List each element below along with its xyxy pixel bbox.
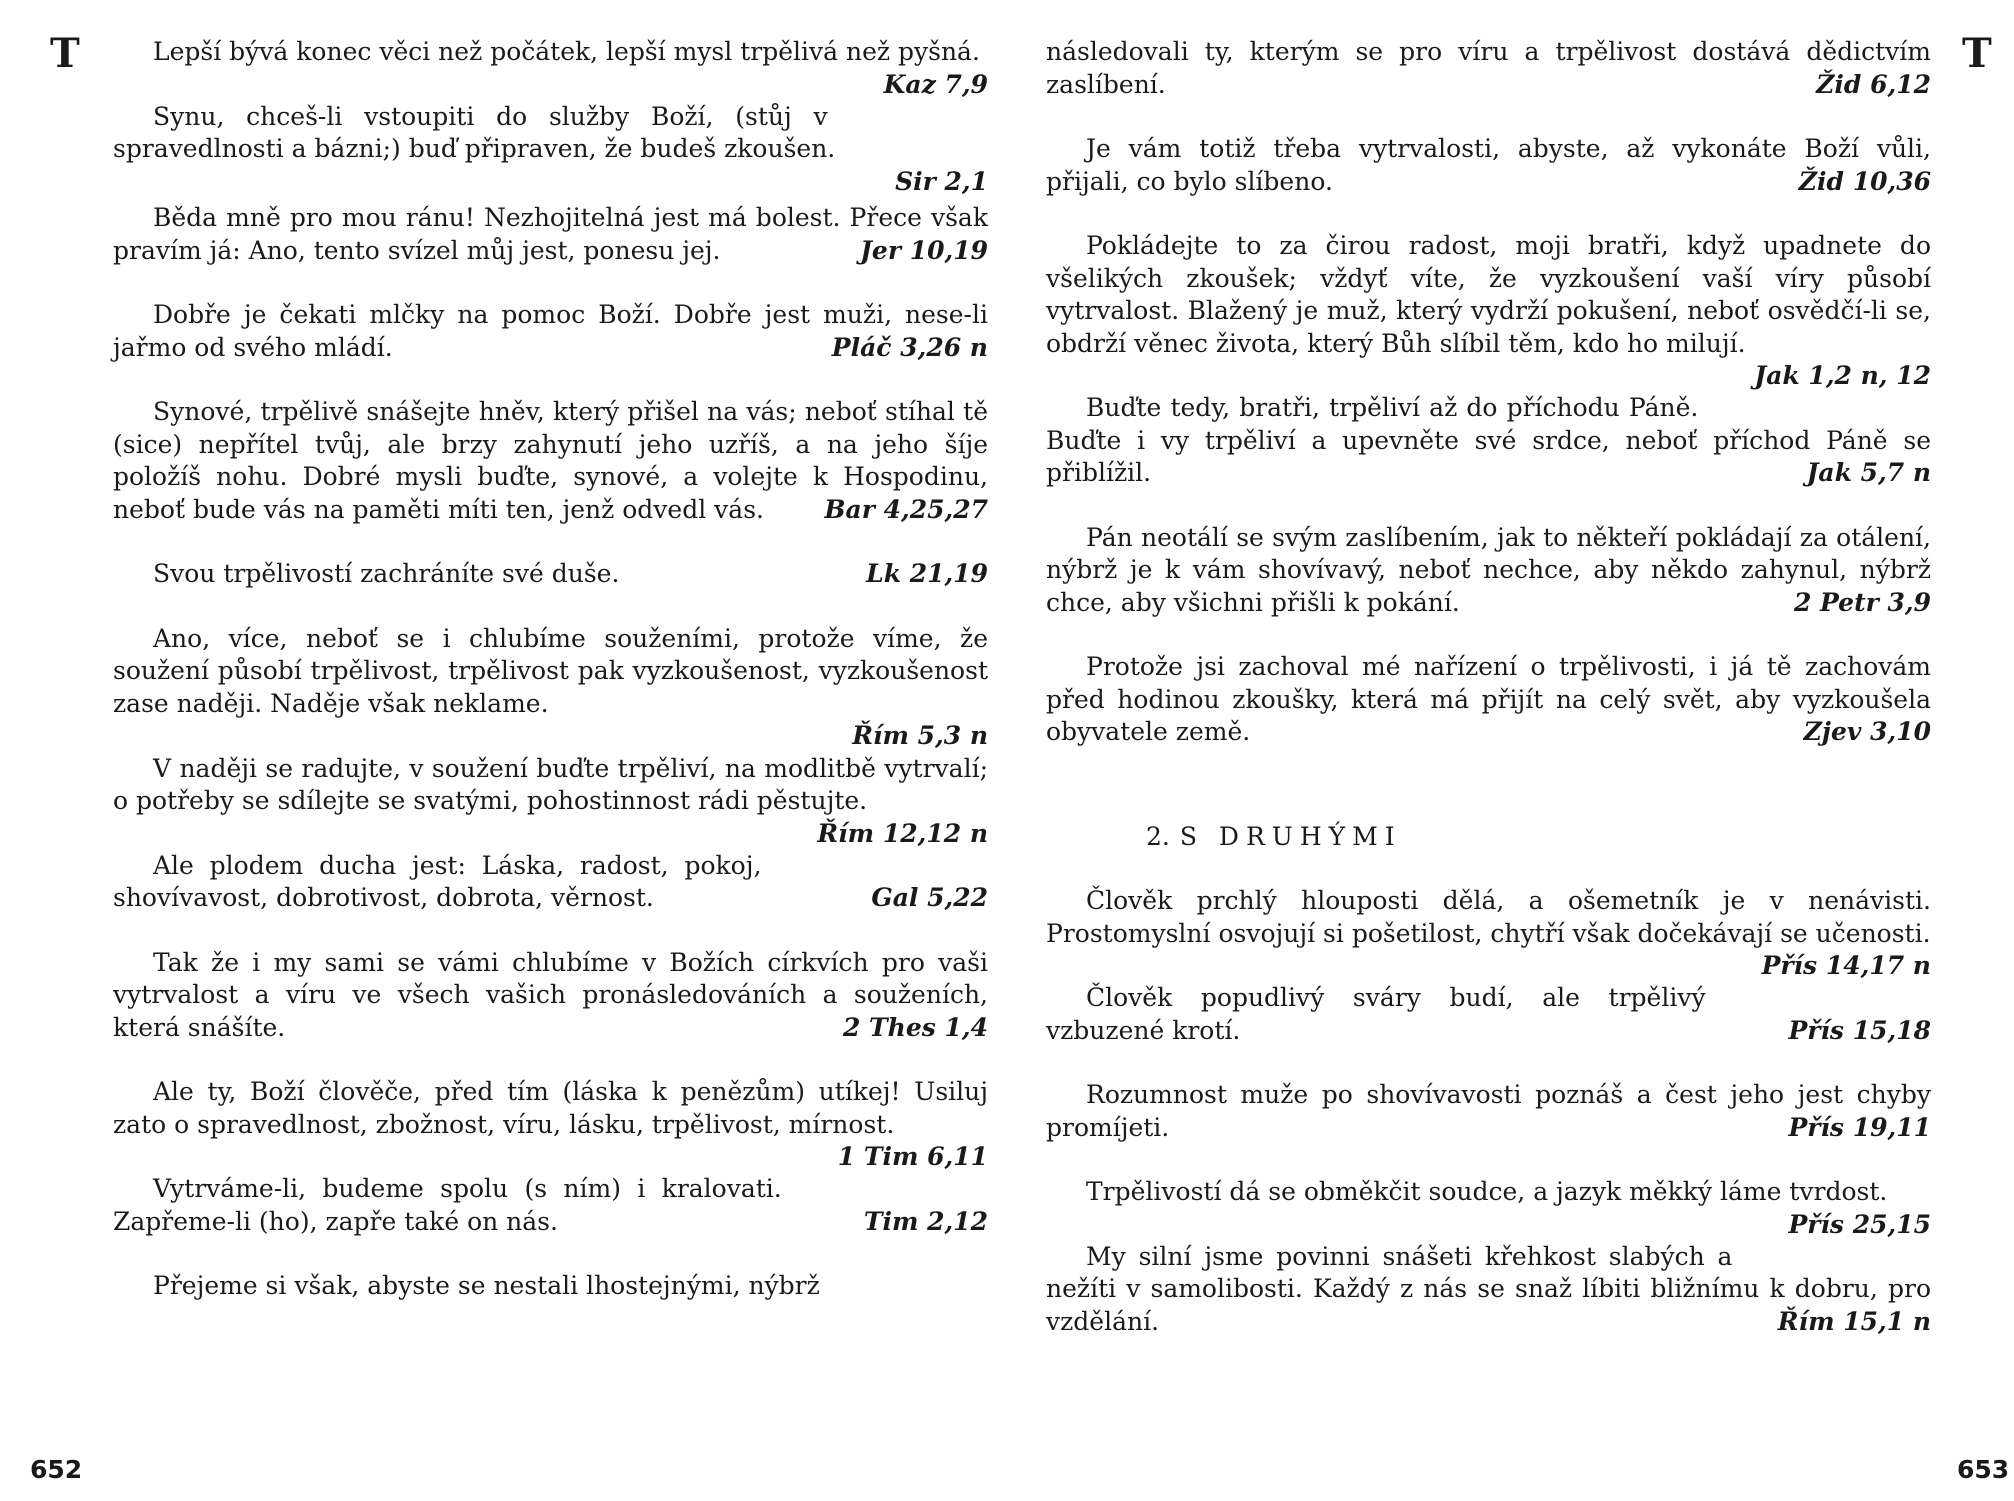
quote-entry (113, 850, 988, 915)
quote-entry (1046, 651, 1931, 749)
quote-reference: Přís 25,15 (1788, 1209, 1931, 1239)
quote-text: Trpělivostí dá se obměkčit soudce, a jazyk měkký láme tvrdost. (1086, 1177, 1888, 1206)
quote-reference: Přís 19,11 (1788, 1112, 1931, 1142)
quote-reference: Řím 5,3 n (852, 721, 988, 750)
quote-entry (1046, 885, 1931, 980)
quote-reference: Jer 10,19 (860, 235, 988, 265)
quote-text: My silní jsme povinni snášeti křehkost slabých a nežíti v samolibosti. Každý z nás se snaž líbiti bližnímu k dobru, pro vzdělání. (1046, 1241, 1931, 1336)
quote-entry (113, 101, 988, 199)
quote-reference: 2 Thes 1,4 (842, 1012, 988, 1042)
section-heading (1046, 821, 1931, 854)
quote-text: Synu, chceš-li vstoupiti do služby Boží, (stůj v spravedlnosti a bázni;) buď připraven, že budeš zkoušen. (113, 101, 836, 163)
quote-reference: Žid 10,36 (1798, 166, 1931, 196)
quote-text: Protože jsi zachoval mé nařízení o trpělivosti, i já tě zachovám před hodinou zkoušky, která má přijít na celý svět, aby vyzkoušela obyvatele země. (1046, 652, 1931, 746)
quote-reference: Gal 5,22 (871, 883, 988, 912)
quote-text: Tak že i my sami se vámi chlubíme v Božích církvích pro vaši vytrvalost a víru ve všech vašich pronásledováních a souženích, která snášíte. (113, 947, 988, 1042)
quote-entry (113, 1076, 988, 1171)
quote-entry (1046, 982, 1931, 1047)
quote-reference: Sir 2,1 (895, 166, 988, 196)
quote-reference: Řím 12,12 n (817, 818, 988, 848)
quote-text: Vytrváme-li, budeme spolu (s ním) i kralovati. Zapřeme-li (ho), zapře také on nás. (113, 1174, 782, 1236)
quote-entry (1046, 392, 1931, 490)
thumb-index-letter: T (1962, 30, 1992, 77)
quote-entry (113, 947, 988, 1045)
quote-entry (1046, 1241, 1931, 1339)
quote-entry (113, 36, 988, 99)
quote-reference: Tim 2,12 (863, 1206, 988, 1236)
quote-reference: Bar 4,25,27 (824, 494, 988, 524)
quote-text: V naději se radujte, v soužení buďte trpěliví, na modlitbě vytrvalí; o potřeby se sdílejte se svatými, pohostinnost rádi pěstujte. (113, 753, 988, 815)
quote-text: Člověk popudlivý sváry budí, ale trpělivý vzbuzené krotí. (1046, 983, 1706, 1045)
quote-text: Pokládejte to za čirou radost, moji bratři, když upadnete do všelikých zkoušek; vždyť víte, že vyzkoušení vaší víry působí vytrvalost. Blažený je muž, který vydrží pokušení, neboť osvědčí-li se, obdrží věnec života, který Bůh slíbil těm, kdo ho milují. (1046, 231, 1931, 358)
quote-text: následovali ty, kterým se pro víru a trpělivost dostává dědictvím zaslíbení. (1046, 37, 1931, 99)
quote-entry (113, 396, 988, 526)
quote-entry (1046, 1176, 1931, 1239)
quote-text: Ale ty, Boží člověče, před tím (láska k penězům) utíkej! Usiluj zato o spravedlnost, zbožnost, víru, lásku, trpělivost, mírnost. (113, 1077, 988, 1139)
quote-text: Ano, více, neboť se i chlubíme souženími, protože víme, že soužení působí trpělivost, trpělivost pak vyzkoušenost, vyzkoušenost zase naději. Naděje však neklame. (113, 623, 988, 718)
thumb-index-letter: T (50, 30, 80, 77)
quote-entry (1046, 133, 1931, 198)
quote-entry (113, 558, 988, 591)
quote-text: Běda mně pro mou ránu! Nezhojitelná jest má bolest. Přece však pravím já: Ano, tento svízel můj jest, ponesu jej. (113, 203, 988, 265)
quote-text: Je vám totiž třeba vytrvalosti, abyste, až vykonáte Boží vůli, přijali, co bylo slíbeno. (1046, 134, 1931, 196)
section-number: 2. (1146, 821, 1170, 851)
left-column (113, 36, 988, 1303)
quote-entry (113, 299, 988, 364)
quote-reference: Jak 1,2 n, 12 (1754, 361, 1931, 390)
quote-entry (113, 1173, 988, 1238)
quote-reference: Kaz 7,9 (883, 69, 988, 99)
quote-text: Přejeme si však, abyste se nestali lhostejnými, nýbrž (153, 1271, 820, 1300)
quote-entry (1046, 522, 1931, 620)
right-page (1007, 0, 2014, 1501)
quote-reference: Přís 14,17 n (1761, 951, 1931, 980)
quote-reference: Žid 6,12 (1816, 69, 1931, 99)
quote-entry (113, 623, 988, 753)
section-title: S DRUHÝMI (1179, 821, 1402, 851)
quote-text: Pán neotálí se svým zaslíbením, jak to někteří pokládají za otálení, nýbrž je k vám shovívavý, neboť nechce, aby někdo zahynul, nýbrž chce, aby všichni přišli k pokání. (1046, 522, 1931, 617)
page-number: 652 (30, 1455, 83, 1484)
quote-reference: Řím 15,1 n (1777, 1306, 1931, 1336)
quote-reference: 2 Petr 3,9 (1793, 587, 1931, 617)
quote-text: Lepší bývá konec věci než počátek, lepší mysl trpělivá než pyšná. (153, 37, 980, 66)
quote-reference: Jak 5,7 n (1806, 458, 1931, 487)
quote-text: Synové, trpělivě snášejte hněv, který přišel na vás; neboť stíhal tě (sice) nepřítel tvůj, ale brzy zahynutí jeho uzříš, a na jeho šíje položíš nohu. Dobré mysli buďte, synové, a volejte k Hospodinu, neboť bude vás na paměti míti ten, jenž odvedl vás. (113, 397, 988, 524)
quote-entry (113, 1270, 988, 1303)
quote-reference: Zjev 3,10 (1803, 717, 1931, 746)
quote-entry (1046, 230, 1931, 390)
quote-text: Dobře je čekati mlčky na pomoc Boží. Dobře jest muži, nese-li jařmo od svého mládí. (113, 300, 988, 362)
quote-text: Buďte tedy, bratři, trpěliví až do příchodu Páně. Buďte i vy trpěliví a upevněte své srdce, neboť příchod Páně se přiblížil. (1046, 393, 1931, 487)
quote-text: Svou trpělivostí zachráníte své duše. (153, 559, 620, 588)
quote-reference: 1 Tim 6,11 (837, 1142, 988, 1171)
quote-text: Člověk prchlý hlouposti dělá, a ošemetník je v nenávisti. Prostomyslní osvojují si pošetilost, chytří však dočekávají se učenosti. (1046, 886, 1931, 948)
quote-text: Ale plodem ducha jest: Láska, radost, pokoj, shovívavost, dobrotivost, dobrota, věrnost. (113, 850, 762, 912)
quote-reference: Pláč 3,26 n (831, 332, 988, 362)
quote-text: Rozumnost muže po shovívavosti poznáš a čest jeho jest chyby promíjeti. (1046, 1080, 1931, 1142)
quote-entry (1046, 1079, 1931, 1144)
right-column (1046, 36, 1931, 1338)
quote-continuation (1046, 36, 1931, 101)
quote-entry (113, 753, 988, 848)
page-number: 653 (1957, 1455, 2010, 1484)
quote-reference: Lk 21,19 (866, 559, 988, 588)
quote-reference: Přís 15,18 (1788, 1015, 1931, 1045)
quote-entry (113, 202, 988, 267)
